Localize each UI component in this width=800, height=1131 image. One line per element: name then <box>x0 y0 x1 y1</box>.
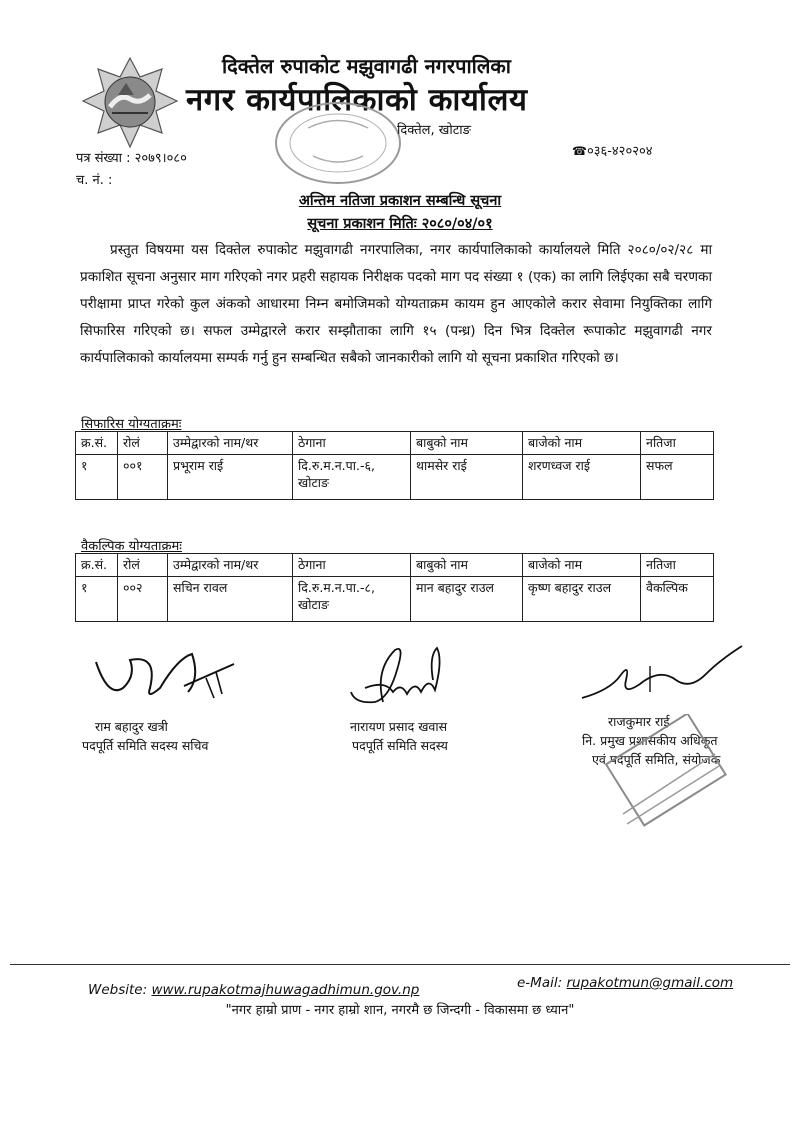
signatory-1-name: राम बहादुर खत्री <box>95 719 168 734</box>
footer-email: e-Mail: rupakotmun@gmail.com <box>517 975 734 991</box>
office-phone <box>572 141 652 159</box>
notice-title: अन्तिम नतिजा प्रकाशन सम्बन्धि सूचना <box>298 193 502 209</box>
letter-number: पत्र संख्या : २०७९।०८० <box>76 151 187 166</box>
cell-father: थामसेर राई <box>411 455 523 500</box>
table-row <box>76 577 714 622</box>
cell-name: सचिन रावल <box>168 577 293 622</box>
col-result: नतिजा <box>641 432 714 455</box>
cell-sn: १ <box>76 455 118 500</box>
alternate-table <box>75 553 714 622</box>
col-father: बाबुको नाम <box>411 554 523 577</box>
notice-date: सूचना प्रकाशन मितिः २०८०/०४/०१ <box>307 216 493 232</box>
col-name: उम्मेद्वारको नाम/थर <box>168 432 293 455</box>
recommended-table <box>75 431 714 500</box>
col-name: उम्मेद्वारको नाम/थर <box>168 554 293 577</box>
signature-2 <box>345 640 455 712</box>
table-row <box>76 455 714 500</box>
signatory-2-title: पदपूर्ति समिति सदस्य <box>352 738 448 753</box>
signature-3 <box>580 640 745 712</box>
signatory-3-name: राजकुमार राई <box>608 714 670 729</box>
cell-grandfather: शरणध्वज राई <box>523 455 641 500</box>
col-grandfather: बाजेको नाम <box>523 554 641 577</box>
email-link[interactable]: rupakotmun@gmail.com <box>566 975 734 991</box>
cell-result: सफल <box>641 455 714 500</box>
col-address: ठेगाना <box>293 432 411 455</box>
cell-address: दि.रु.म.न.पा.-६, खोटाङ <box>293 455 411 500</box>
col-roll: रोलं <box>118 554 168 577</box>
phone-icon: ☎ <box>572 144 587 158</box>
notice-body: प्रस्तुत विषयमा यस दिक्तेल रुपाकोट मझुवागढी नगरपालिका, नगर कार्यपालिकाको कार्यालयले मिति २०८०/०२/२८ मा प्रकाशित सूचना अनुसार माग गरिएको नगर प्रहरी सहायक निरीक्षक पदको माग पद संख्या १ (एक) का लागि लिईएका सबै चरणका परीक्षामा प्राप्त गरेको कुल अंकको आधारमा निम्न बमोजिमको योग्यताक्रम कायम हुन आएकोले करार सेवामा नियुक्तिका लागि सिफारिस गरिएको छ। सफल उम्मेद्वारले करार सम्झौताका लागि १५ (पन्ध्र) दिन भित्र दिक्तेल रूपाकोट मझुवागढी नगर कार्यपालिकाको कार्यालयमा सम्पर्क गर्नु हुन सम्बन्धित सबैको जानकारीको लागि यो सूचना प्रकाशित गरिएको छ। <box>80 242 712 366</box>
col-grandfather: बाजेको नाम <box>523 432 641 455</box>
municipality-name: दिक्तेल रुपाकोट मझुवागढी नगरपालिका <box>222 54 511 78</box>
col-result: नतिजा <box>641 554 714 577</box>
alternate-label: वैकल्पिक योग्यताक्रमः <box>81 539 182 554</box>
table-header-row <box>76 554 714 577</box>
cell-father: मान बहादुर राउल <box>411 577 523 622</box>
cell-result: वैकल्पिक <box>641 577 714 622</box>
signatory-1-title: पदपूर्ति समिति सदस्य सचिव <box>82 738 209 753</box>
recommended-label: सिफारिस योग्यताक्रमः <box>81 417 182 432</box>
office-stamp <box>268 98 408 188</box>
cell-roll: ००१ <box>118 455 168 500</box>
col-sn: क्र.सं. <box>76 432 118 455</box>
table-header-row <box>76 432 714 455</box>
signatory-3-title-2: एवं पदपूर्ति समिति, संयोजक <box>592 752 721 767</box>
municipality-emblem-logo <box>80 55 180 150</box>
office-location: दिक्तेल, खोटाङ <box>397 123 471 138</box>
officer-stamp <box>603 714 728 834</box>
footer-website: Website: www.rupakotmajhuwagadhimun.gov.np <box>88 982 420 998</box>
signatory-3-title: नि. प्रमुख प्रशासकीय अधिकृत <box>582 733 718 748</box>
website-link[interactable]: www.rupakotmajhuwagadhimun.gov.np <box>151 982 420 998</box>
phone-number: ०३६-४२०२०४ <box>586 144 653 159</box>
col-address: ठेगाना <box>293 554 411 577</box>
footer-divider <box>10 964 790 965</box>
col-sn: क्र.सं. <box>76 554 118 577</box>
cell-name: प्रभूराम राई <box>168 455 293 500</box>
cell-address: दि.रु.म.न.पा.-८, खोटाङ <box>293 577 411 622</box>
signatory-2-name: नारायण प्रसाद खवास <box>350 719 448 734</box>
office-name: नगर कार्यपालिकाको कार्यालय <box>186 82 528 118</box>
col-father: बाबुको नाम <box>411 432 523 455</box>
dispatch-number: च. नं. : <box>76 173 113 188</box>
footer-motto: "नगर हाम्रो प्राण - नगर हाम्रो शान, नगरमै छ जिन्दगी - विकासमा छ ध्यान" <box>225 1003 575 1018</box>
signature-1 <box>88 648 238 710</box>
cell-sn: १ <box>76 577 118 622</box>
cell-grandfather: कृष्ण बहादुर राउल <box>523 577 641 622</box>
col-roll: रोलं <box>118 432 168 455</box>
cell-roll: ००२ <box>118 577 168 622</box>
